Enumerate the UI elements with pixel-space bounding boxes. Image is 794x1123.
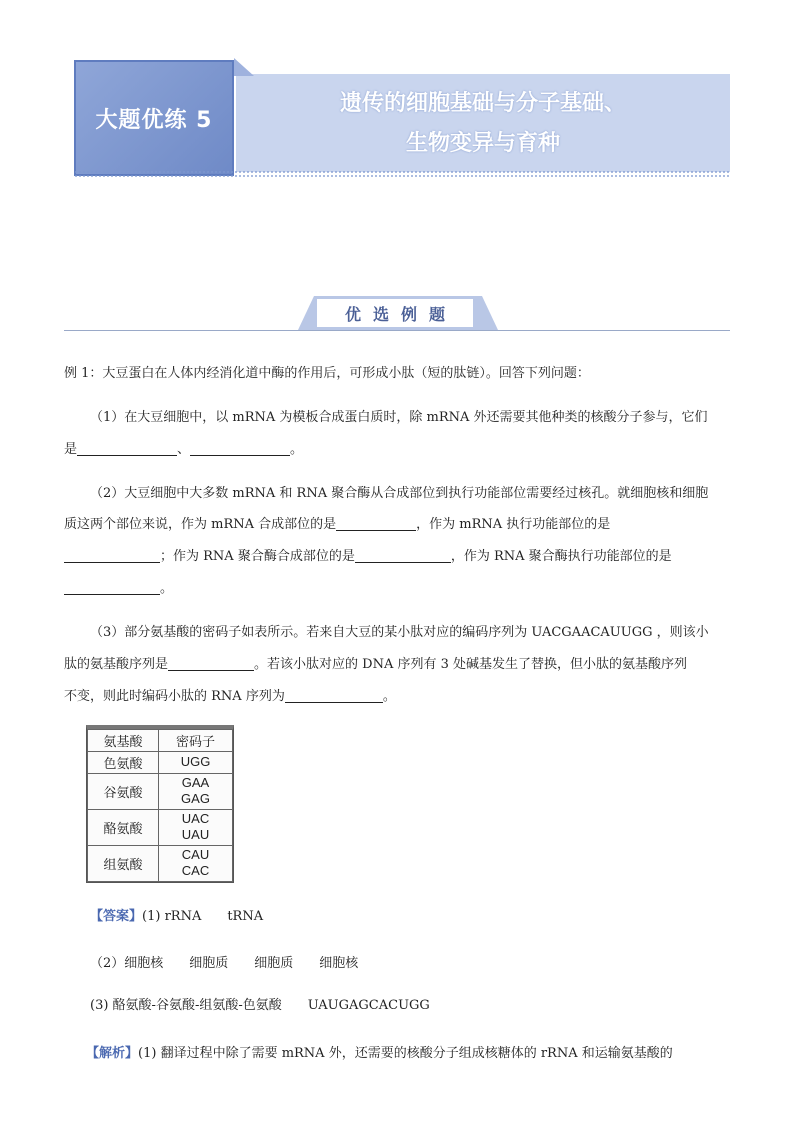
section-divider (64, 330, 730, 331)
amino-acid-cell: 组氨酸 (88, 845, 159, 881)
codon-cell: UAC UAU (159, 809, 233, 845)
table-row (88, 773, 233, 809)
amino-acid-cell: 色氨酸 (88, 751, 159, 773)
table-row (88, 845, 233, 881)
table-row (88, 751, 233, 773)
answer-blank[interactable] (285, 686, 383, 703)
banner-fold-corner (234, 58, 254, 76)
answer-blank[interactable] (355, 546, 451, 563)
answer-line-3: (3) 酪氨酸-谷氨酸-组氨酸-色氨酸 UAUGAGCACUGG (90, 998, 430, 1013)
codon-cell: CAU CAC (159, 845, 233, 881)
amino-acid-cell: 酪氨酸 (88, 809, 159, 845)
codon-cell: GAA GAG (159, 773, 233, 809)
question-3-line3: 不变，则此时编码小肽的 RNA 序列为 。 (64, 683, 730, 711)
table-row (88, 809, 233, 845)
answer-blank[interactable] (168, 654, 254, 671)
question-1-line1: （1）在大豆细胞中，以 mRNA 为模板合成蛋白质时，除 mRNA 外还需要其他种类的核酸分子参与，它们 (90, 410, 708, 425)
table-header-row (88, 730, 233, 752)
banner-title-line2: 生物变异与育种 (405, 131, 560, 156)
question-intro: 例 1：大豆蛋白在人体内经消化道中酶的作用后，可形成小肽（短的肽链）。回答下列问题： (64, 366, 590, 381)
analysis-tag: 【解析】 (86, 1046, 139, 1061)
banner-title-line1: 遗传的细胞基础与分子基础、 (339, 91, 626, 116)
answer-line-1: 【答案】(1) rRNA tRNA (90, 909, 264, 924)
answer-blank[interactable] (77, 439, 177, 456)
amino-acid-cell: 谷氨酸 (88, 773, 159, 809)
table-header: 密码子 (159, 730, 233, 752)
analysis-line-1: 【解析】(1) 翻译过程中除了需要 mRNA 外，还需要的核酸分子组成核糖体的 rRNA 和运输氨基酸的 (86, 1046, 673, 1061)
question-2-line4: 。 (64, 575, 730, 603)
answer-blank[interactable] (190, 439, 290, 456)
answer-blank[interactable] (64, 578, 160, 595)
codon-table (86, 725, 234, 883)
banner-title (236, 84, 730, 164)
codon-cell: UGG (159, 751, 233, 773)
question-2-line1: （2）大豆细胞中大多数 mRNA 和 RNA 聚合酶从合成部位到执行功能部位需要经过核孔。就细胞核和细胞 (90, 486, 709, 501)
section-badge (298, 296, 498, 330)
question-2-line3: ；作为 RNA 聚合酶合成部位的是 ，作为 RNA 聚合酶执行功能部位的是 (64, 543, 730, 571)
table-header: 氨基酸 (88, 730, 159, 752)
banner-label-box (74, 60, 234, 176)
banner-dotted-strip (74, 170, 730, 178)
chapter-banner (74, 58, 730, 178)
answer-blank[interactable] (336, 514, 416, 531)
question-3-line1: （3）部分氨基酸的密码子如表所示。若来自大豆的某小肽对应的编码序列为 UACGAACAUUGG ，则该小 (90, 625, 709, 640)
answer-tag: 【答案】 (90, 909, 143, 924)
section-heading: 优选例题 (344, 304, 457, 324)
question-2-line2: 质这两个部位来说，作为 mRNA 合成部位的是 ，作为 mRNA 执行功能部位的是 (64, 511, 730, 539)
question-1-line2: 是 、 。 (64, 436, 730, 464)
answer-blank[interactable] (64, 546, 160, 563)
question-3-line2: 肽的氨基酸序列是 。若该小肽对应的 DNA 序列有 3 处碱基发生了替换，但小肽的氨基酸序列 (64, 651, 730, 679)
answer-line-2: （2）细胞核 细胞质 细胞质 细胞核 (90, 956, 359, 971)
banner-label: 大题优练 5 (95, 107, 213, 133)
